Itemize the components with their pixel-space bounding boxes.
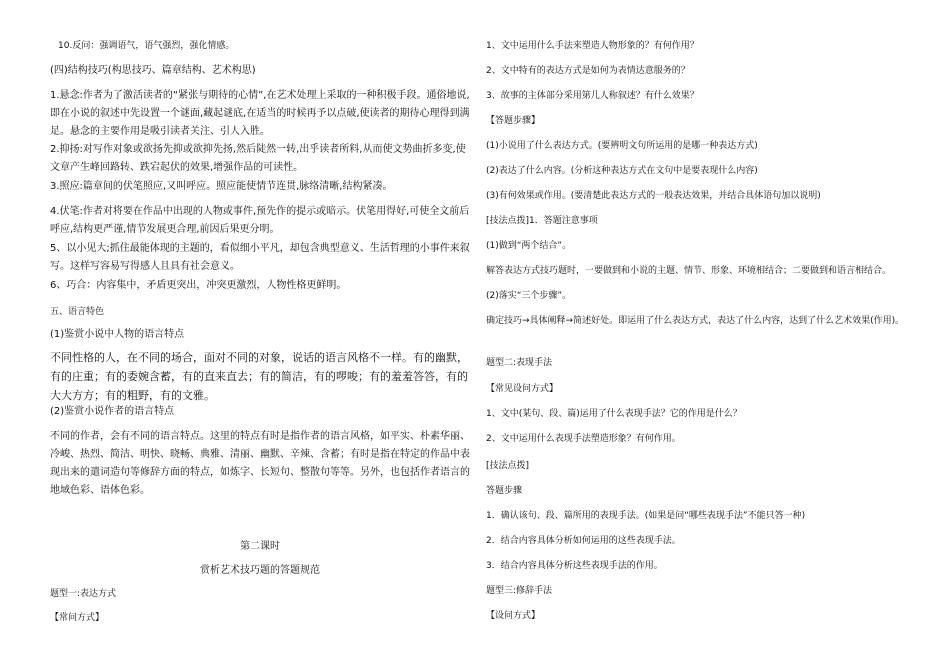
answer-step-1: (1)小说用了什么表达方式。(要辨明文句所运用的是哪一种表达方式) bbox=[486, 141, 758, 151]
rhetoric-item-10: 10.反问：强调语气，语气强烈，强化情感。 bbox=[58, 41, 235, 51]
answer-step-4: 1．确认该句、段、篇所用的表现手法。(如果是问“哪些表现手法”不能只答一种) bbox=[486, 511, 806, 521]
question-item-3: 3、故事的主体部分采用第几人称叙述？有什么效果？ bbox=[486, 91, 699, 101]
tip-two-combinations-detail: 解答表达方式技巧题时，一要做到和小说的主题、情节、形象、环境相结合；二要做到和语言相结合。 bbox=[486, 266, 892, 276]
paragraph-small-big: 5、以小见大;抓住最能体现的主题的，看似细小平凡，却包含典型意义、生活哲理的小事件来叙写。这样写容易写得感人且具有社会意义。 bbox=[50, 243, 470, 272]
answer-steps-heading-2: 答题步骤 bbox=[486, 486, 523, 496]
paragraph-character-language: 不同性格的人，在不同的场合，面对不同的对象，说话的语言风格不一样。有的幽默，有的庄重；有的委婉含蓄，有的直来直去；有的简洁，有的啰唆；有的羞羞答答，有的大大方方；有的粗野，有的文雅。 bbox=[50, 351, 468, 402]
paragraph-foreshadow: 4.伏笔:作者对将要在作品中出现的人物或事件,预先作的提示或暗示。伏笔用得好,可使全文前后呼应,结构更严谨,情节发展更合理,前因后果更分明。 bbox=[50, 206, 470, 235]
technique-tips-heading: [技法点拨]1．答题注意事项 bbox=[486, 216, 598, 226]
subheading-author-language: (2)鉴赏小说作者的语言特点 bbox=[50, 406, 175, 417]
answer-steps-heading: 【答题步骤】 bbox=[486, 116, 541, 126]
question-type-2: 题型二:表现手法 bbox=[486, 358, 553, 368]
paragraph-coincidence: 6、巧合：内容集中，矛盾更突出，冲突更激烈，人物性格更鲜明。 bbox=[50, 280, 347, 291]
answer-step-2: (2)表达了什么内容。(分析这种表达方式在文句中是要表现什么内容) bbox=[486, 166, 758, 176]
answer-step-5: 2．结合内容具体分析如何运用的这些表现手法。 bbox=[486, 536, 681, 546]
answer-step-6: 3．结合内容具体分析这些表现手法的作用。 bbox=[486, 561, 663, 571]
tip-three-steps: (2)落实“三个步骤”。 bbox=[486, 291, 572, 301]
lesson-title: 第二课时 bbox=[240, 541, 280, 552]
subheading-character-language: (1)鉴赏小说中人物的语言特点 bbox=[50, 329, 185, 340]
technique-tips-heading-2: [技法点拨] bbox=[486, 461, 530, 471]
paragraph-suspense: 1.悬念:作者为了激活读者的“紧张与期待的心情”,在艺术处理上采取的一种积极手段。通俗地说,即在小说的叙述中先设置一个谜面,藏起谜底,在适当的时候再予以点破,使读者的期待心理得到满足。悬念的主要作用是吸引读者关注、引人入胜。 bbox=[50, 90, 470, 137]
section-heading-structure: (四)结构技巧(构思技巧、篇章结构、艺术构思) bbox=[50, 65, 256, 76]
question-type-3: 题型三:修辞手法 bbox=[486, 586, 553, 596]
tip-two-combinations: (1)做到“两个结合”。 bbox=[486, 241, 572, 251]
common-question-heading-2: 【常见设问方式】 bbox=[486, 384, 559, 394]
answer-step-3: (3)有何效果或作用。(要清楚此表达方式的一般表达效果，并结合具体语句加以说明) bbox=[486, 191, 821, 201]
paragraph-contrast: 2.抑扬:对写作对象或欲扬先抑或欲抑先扬,然后陡然一转,出乎读者所料,从而使文势曲折多变,使文章产生峰回路转、跌宕起伏的效果,增强作品的可读性。 bbox=[50, 144, 466, 173]
section-heading-language: 五、语言特色 bbox=[50, 307, 105, 317]
common-question-heading: 【常问方式】 bbox=[50, 613, 105, 623]
question-item-2: 2、文中特有的表达方式是如何为表情达意服务的？ bbox=[486, 66, 690, 76]
question-item-4: 1、文中(某句、段、篇)运用了什么表现手法？它的作用是什么？ bbox=[486, 409, 742, 419]
lesson-subtitle: 赏析艺术技巧题的答题规范 bbox=[200, 565, 320, 576]
question-type-1: 题型一:表达方式 bbox=[50, 589, 117, 599]
paragraph-echo: 3.照应:篇章间的伏笔照应,又叫呼应。照应能使情节连贯,脉络清晰,结构紧凑。 bbox=[50, 181, 393, 192]
tip-three-steps-detail: 确定技巧→具体阐释→简述好处。即运用了什么表达方式，表达了什么内容，达到了什么艺术效果(作用)。 bbox=[486, 316, 905, 326]
question-item-5: 2、文中运用什么表现手法塑造形象？有何作用。 bbox=[486, 434, 681, 444]
question-style-heading: 【设问方式】 bbox=[486, 611, 541, 621]
question-item-1: 1、文中运用什么手法来塑造人物形象的？有何作用？ bbox=[486, 41, 699, 51]
paragraph-author-language: 不同的作者，会有不同的语言特点。这里的特点有时是指作者的语言风格，如平实、朴素华丽、冷峻、热烈、简洁、明快、晓畅、典雅、清丽、幽默、辛辣、含蓄；有时是指在特定的作品中表现出来的遣词造句等修辞方面的特点，如炼字、长短句、整散句等等。另外，也包括作者语言的地域色彩、语体色彩。 bbox=[50, 431, 470, 496]
